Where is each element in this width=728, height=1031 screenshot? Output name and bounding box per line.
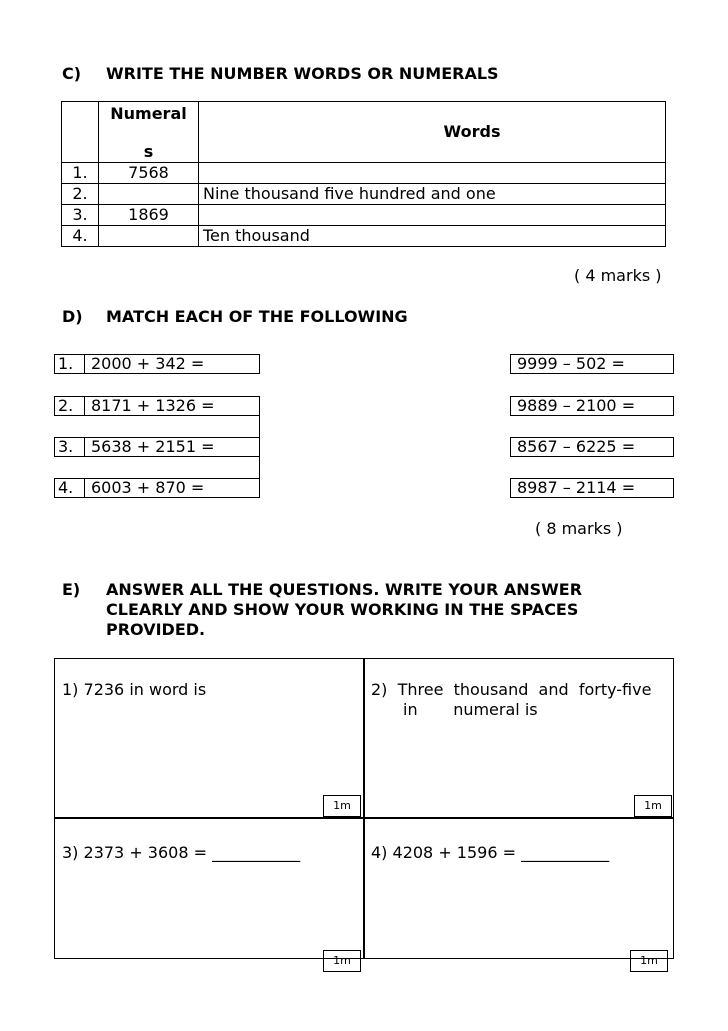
- section-c-marks: ( 4 marks ): [574, 266, 662, 285]
- table-row: [62, 226, 666, 247]
- question-3-cell[interactable]: [54, 819, 363, 959]
- row-words: Ten thousand: [199, 226, 666, 247]
- match-left-no: 3.: [55, 438, 85, 456]
- match-left-2[interactable]: [54, 396, 260, 416]
- row-no: 2.: [62, 184, 99, 205]
- match-right-2[interactable]: 9889 – 2100 =: [510, 396, 674, 416]
- row-no: 4.: [62, 226, 99, 247]
- header-no-cell: [62, 102, 99, 163]
- match-left-1[interactable]: [54, 354, 260, 374]
- section-d-title: MATCH EACH OF THE FOLLOWING: [106, 307, 408, 326]
- section-d-letter: D): [62, 307, 83, 326]
- question-4-cell[interactable]: [365, 819, 674, 959]
- match-left-no: 2.: [55, 397, 85, 415]
- number-words-table: [61, 101, 666, 247]
- section-e-title-line3: PROVIDED.: [106, 620, 206, 639]
- row-numeral[interactable]: [99, 226, 199, 247]
- mark-box-q2: 1m: [634, 795, 672, 817]
- match-left-expr: 6003 + 870 =: [91, 478, 205, 497]
- match-left-3[interactable]: [54, 437, 260, 457]
- section-e-letter: E): [62, 580, 81, 599]
- mark-box-q3: 1m: [323, 950, 361, 972]
- header-numerals-line2: s: [143, 141, 154, 161]
- match-left-no: 4.: [55, 479, 85, 497]
- match-left-expr: 5638 + 2151 =: [91, 437, 215, 456]
- table-header-row: [62, 102, 666, 163]
- match-divider: [259, 457, 260, 478]
- row-numeral: 1869: [99, 205, 199, 226]
- section-e-title: [106, 580, 582, 640]
- row-words: Nine thousand five hundred and one: [199, 184, 666, 205]
- question-2-cell[interactable]: [365, 658, 674, 817]
- table-row: [62, 205, 666, 226]
- section-e-title-line2: CLEARLY AND SHOW YOUR WORKING IN THE SPACES: [106, 600, 579, 619]
- section-d-marks: ( 8 marks ): [535, 519, 623, 538]
- question-3-text: 3) 2373 + 3608 = ___________: [62, 843, 301, 862]
- match-left-expr: 8171 + 1326 =: [91, 396, 215, 415]
- match-right-3[interactable]: 8567 – 6225 =: [510, 437, 674, 457]
- row-numeral[interactable]: 7568: [99, 163, 199, 184]
- header-numerals-cell: [99, 102, 199, 163]
- table-row: [62, 163, 666, 184]
- mark-box-q1: 1m: [323, 795, 361, 817]
- section-c-letter: C): [62, 64, 82, 83]
- section-c-title: WRITE THE NUMBER WORDS OR NUMERALS: [106, 64, 499, 83]
- header-words: Words: [443, 122, 501, 141]
- question-1-text: 1) 7236 in word is: [62, 680, 207, 699]
- question-2-text-line1: 2) Three thousand and forty-five: [371, 680, 652, 699]
- row-no: 3.: [62, 205, 99, 226]
- match-right-1[interactable]: 9999 – 502 =: [510, 354, 674, 374]
- row-no: 1.: [62, 163, 99, 184]
- mark-box-q4: 1m: [630, 950, 668, 972]
- table-row: [62, 184, 666, 205]
- question-1-cell[interactable]: [54, 658, 363, 817]
- match-left-4[interactable]: [54, 478, 260, 498]
- match-right-4[interactable]: 8987 – 2114 =: [510, 478, 674, 498]
- match-left-expr: 2000 + 342 =: [91, 354, 205, 373]
- header-numerals-line1: Numeral: [110, 103, 187, 123]
- row-words[interactable]: [199, 205, 666, 226]
- match-left-no: 1.: [55, 355, 85, 373]
- row-numeral[interactable]: [99, 184, 199, 205]
- header-words-cell: [199, 102, 666, 163]
- question-2-text-line2: in numeral is: [403, 700, 538, 719]
- section-e-title-line1: ANSWER ALL THE QUESTIONS. WRITE YOUR ANSWER: [106, 580, 583, 599]
- question-4-text: 4) 4208 + 1596 = ___________: [371, 843, 610, 862]
- row-words[interactable]: [199, 163, 666, 184]
- match-divider: [259, 416, 260, 437]
